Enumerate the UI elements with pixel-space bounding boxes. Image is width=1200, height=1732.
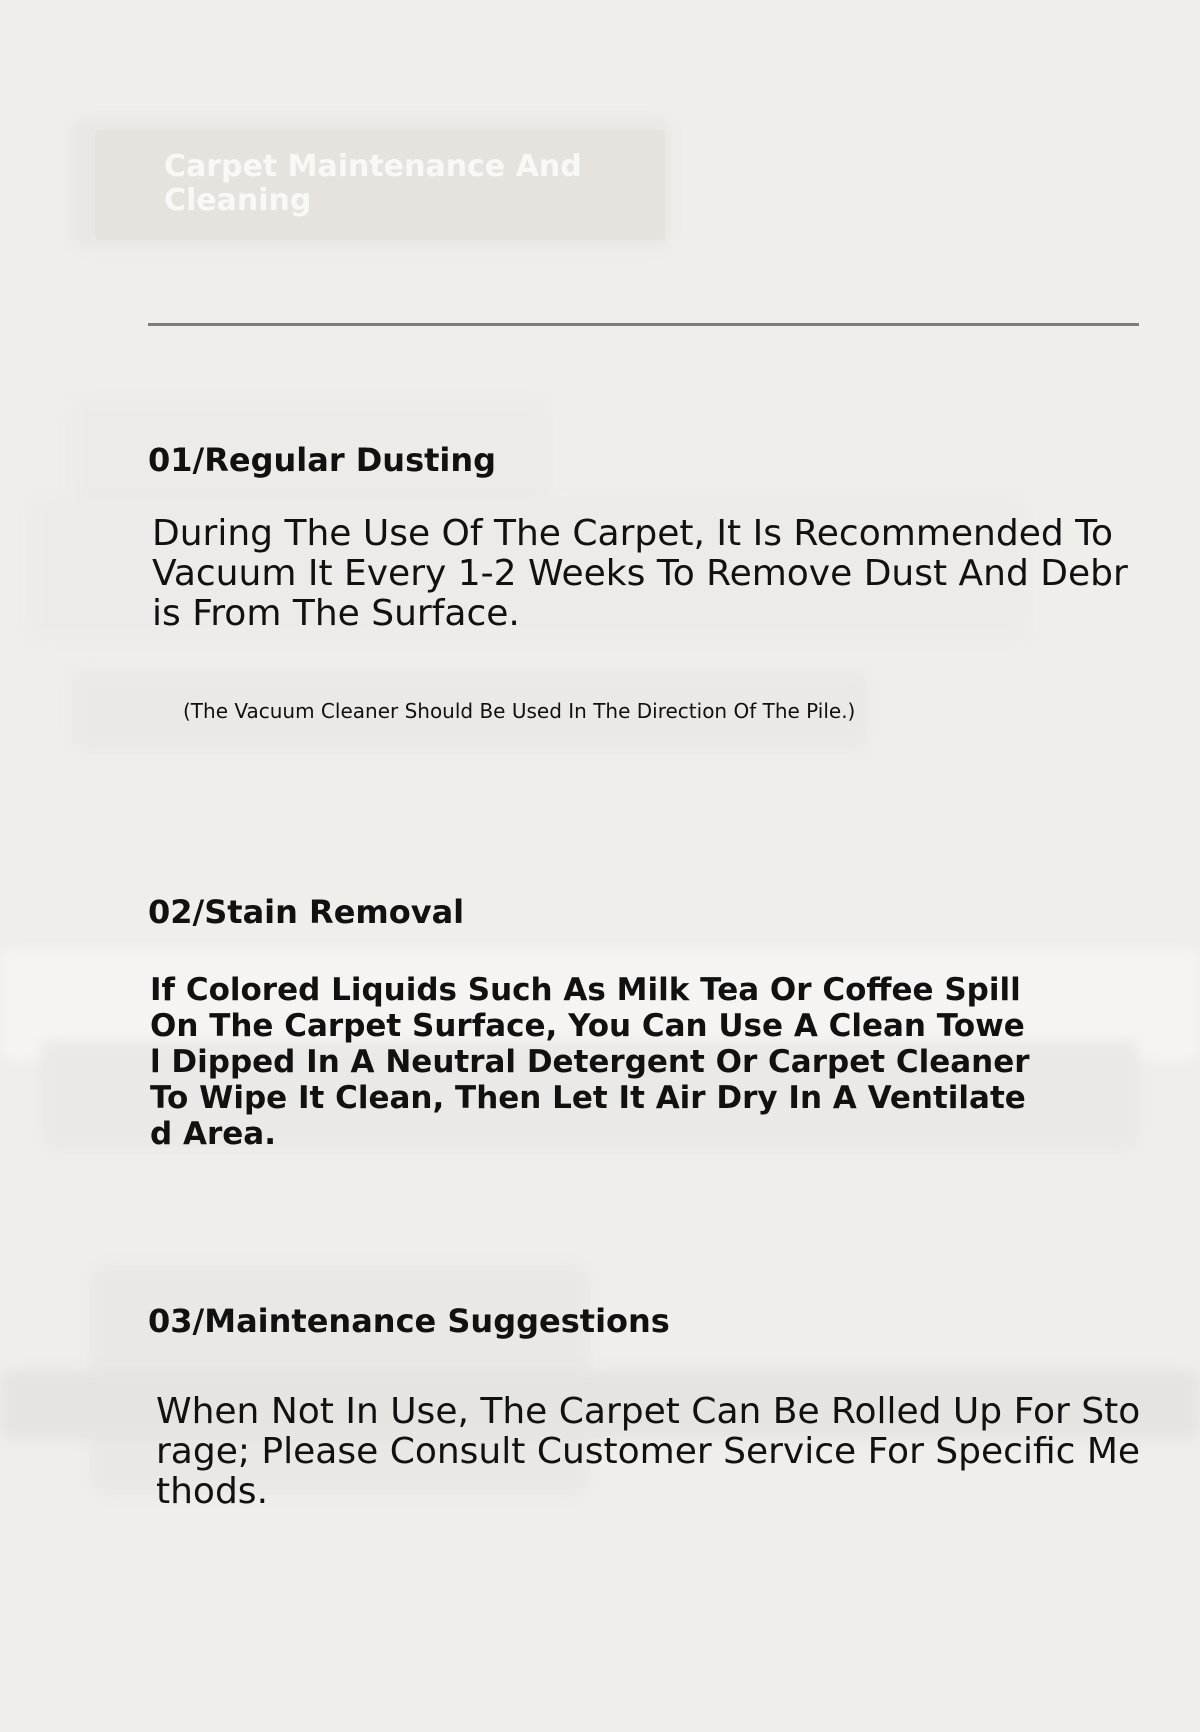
section-heading-regular-dusting: 01/Regular Dusting (148, 441, 497, 479)
page-title: Carpet Maintenance And Cleaning (164, 149, 582, 218)
section-body-regular-dusting: During The Use Of The Carpet, It Is Recommended To Vacuum It Every 1-2 Weeks To Remove Dust And Debris From The Surface. (152, 513, 1128, 634)
title-divider (148, 323, 1139, 326)
section-body-maintenance-suggestions: When Not In Use, The Carpet Can Be Rolled Up For Storage; Please Consult Customer Service For Specific Methods. (156, 1391, 1141, 1512)
section-note-vacuum-direction: (The Vacuum Cleaner Should Be Used In The Direction Of The Pile.) (183, 699, 856, 723)
section-heading-stain-removal: 02/Stain Removal (148, 893, 465, 931)
section-heading-maintenance-suggestions: 03/Maintenance Suggestions (148, 1302, 670, 1340)
section-body-stain-removal: If Colored Liquids Such As Milk Tea Or Coffee Spill On The Carpet Surface, You Can Use A Clean Towel Dipped In A Neutral Detergent Or Carpet Cleaner To Wipe It Clean, Then Let It Air Dry In A Ventilated Area. (150, 972, 1030, 1152)
